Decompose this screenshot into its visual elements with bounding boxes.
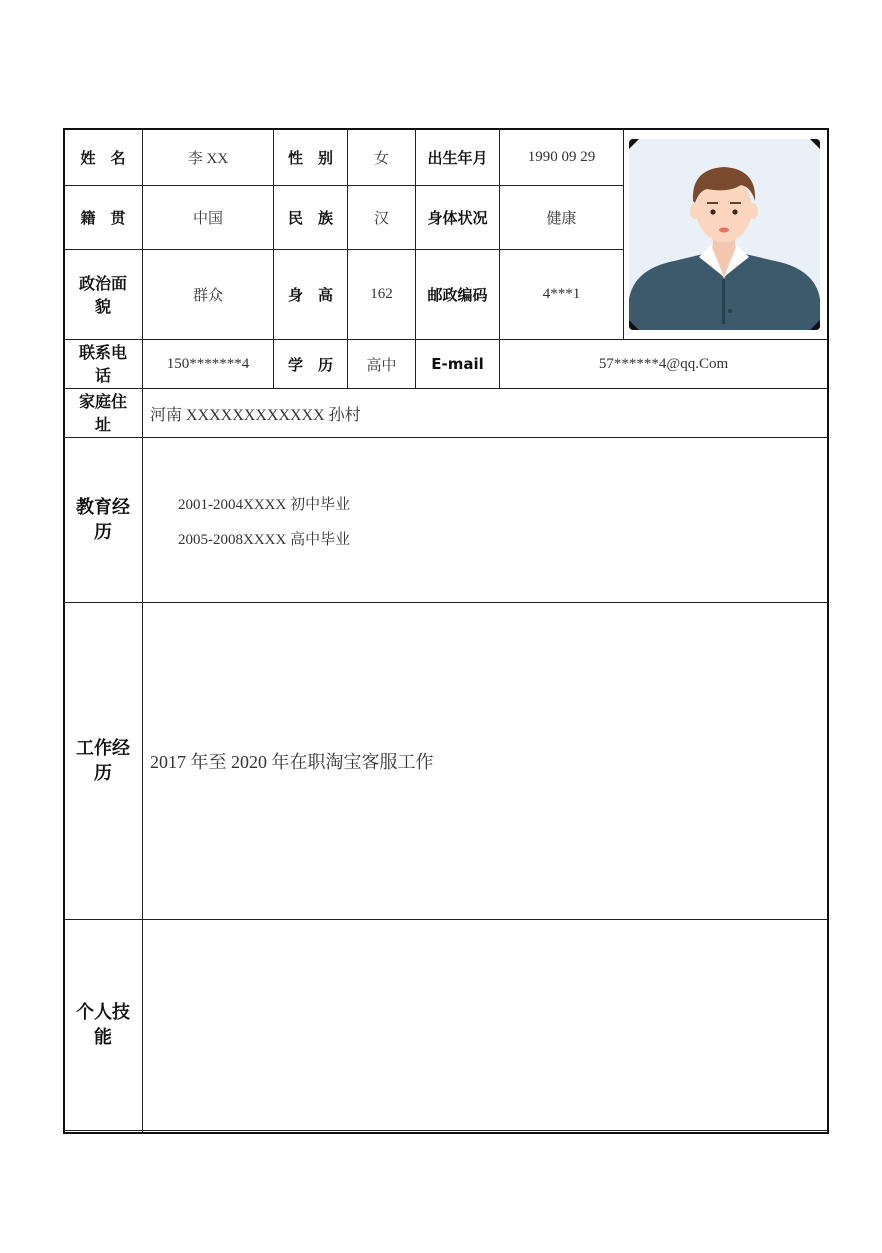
political-label bbox=[64, 250, 142, 339]
edu-history-item: 2005-2008XXXX 高中毕业 bbox=[178, 532, 351, 548]
address-label-line2: 址 bbox=[94, 415, 111, 434]
phone-label bbox=[64, 340, 142, 388]
birth-value: 1990 09 29 bbox=[527, 148, 596, 165]
edu-history-label bbox=[64, 438, 142, 602]
postal-label: 邮政编码 bbox=[427, 286, 488, 304]
ethnic-value: 汉 bbox=[373, 211, 389, 227]
height-label: 身 高 bbox=[287, 286, 333, 304]
political-label-line1: 政治面 bbox=[78, 273, 127, 293]
work-value: 2017 年至 2020 年在职淘宝客服工作 bbox=[150, 752, 434, 772]
phone-label-line2: 话 bbox=[94, 366, 111, 385]
email-label: E-mail bbox=[431, 355, 484, 373]
row-divider bbox=[64, 1130, 828, 1131]
work-label-line1: 工作经 bbox=[76, 738, 130, 759]
gender-label: 性 别 bbox=[287, 148, 333, 167]
skills-label-line2: 能 bbox=[94, 1027, 112, 1048]
ethnic-label: 民 族 bbox=[287, 209, 333, 227]
height-value: 162 bbox=[370, 286, 393, 302]
postal-value: 4***1 bbox=[542, 286, 581, 302]
education-level-label: 学 历 bbox=[287, 355, 333, 374]
edu-history-label-line1: 教育经 bbox=[76, 497, 130, 518]
email-value: 57******4@qq.Com bbox=[598, 355, 729, 372]
address-value: 河南 XXXXXXXXXXXX 孙村 bbox=[150, 406, 361, 424]
address-label-line1: 家庭住 bbox=[78, 392, 127, 411]
health-label: 身体状况 bbox=[427, 209, 488, 227]
address-label bbox=[64, 389, 142, 437]
political-value: 群众 bbox=[192, 288, 223, 304]
col-divider bbox=[623, 129, 624, 339]
edu-history-label-line2: 历 bbox=[94, 522, 112, 543]
origin-value: 中国 bbox=[192, 211, 223, 227]
skills-value bbox=[150, 920, 820, 1130]
origin-label: 籍 贯 bbox=[80, 209, 126, 227]
skills-label bbox=[64, 920, 142, 1130]
avatar-illustration bbox=[629, 139, 820, 330]
phone-label-line1: 联系电 bbox=[78, 343, 127, 362]
row-divider bbox=[64, 437, 828, 438]
name-value: 李 XX bbox=[187, 150, 229, 167]
education-level-value: 高中 bbox=[366, 357, 397, 374]
health-value: 健康 bbox=[546, 211, 577, 227]
work-label-line2: 历 bbox=[94, 763, 112, 784]
work-label bbox=[64, 603, 142, 919]
avatar-icon bbox=[629, 139, 820, 330]
phone-value: 150*******4 bbox=[166, 355, 250, 372]
name-label: 姓 名 bbox=[80, 148, 126, 167]
birth-label: 出生年月 bbox=[427, 148, 488, 167]
skills-label-line1: 个人技 bbox=[76, 1002, 130, 1023]
edu-history-item: 2001-2004XXXX 初中毕业 bbox=[178, 497, 351, 513]
gender-value: 女 bbox=[373, 150, 389, 167]
political-label-line2: 貌 bbox=[94, 296, 111, 316]
